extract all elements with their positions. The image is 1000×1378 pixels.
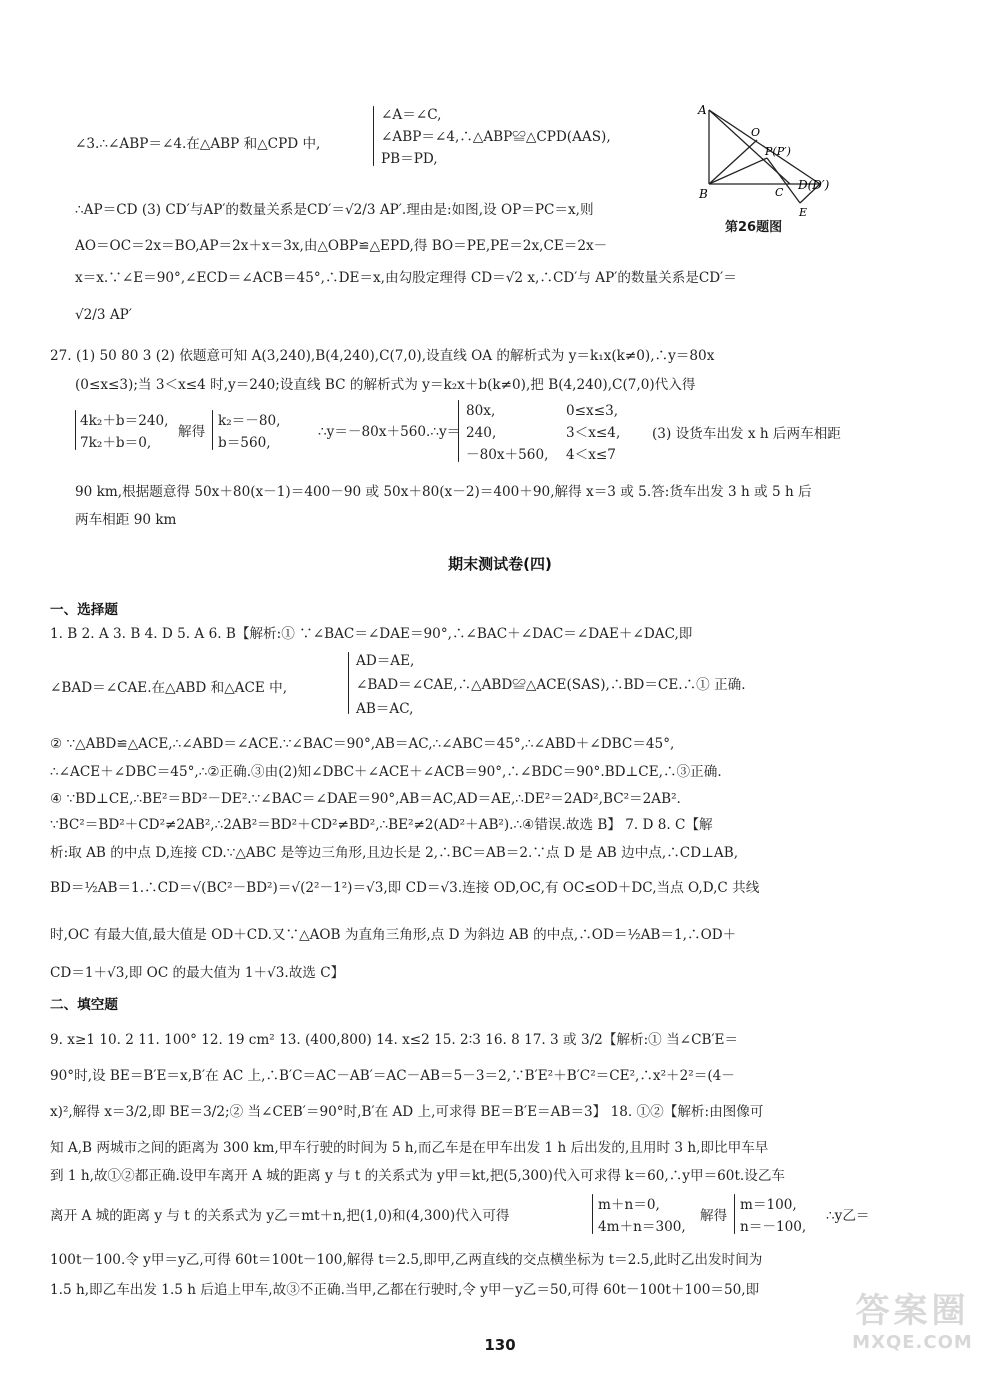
fig-label-d: D(D′) [798,178,830,192]
p27-line1: 27. (1) 50 80 3 (2) 依题意可知 A(3,240),B(4,240),C(7,0),设直线 OA 的解析式为 y＝k₁x(k≠0),∴y＝80x [50,348,715,364]
p27-sysb-row2: b＝560, [218,435,271,451]
p27-line4: 90 km,根据题意得 50x＋80(x－1)＝400－90 或 50x＋80(x－2)＝400＋90,解得 x＝3 或 5.答:货车出发 3 h 或 5 h 后 [75,484,812,500]
p27-brace-a [75,410,76,450]
mc-line4: ∴∠ACE＋∠DBC＝45°,∴②正确.③由(2)知∠DBC＋∠ACE＋∠ACB＝90°,∴∠BDC＝90°.BD⊥CE,∴③正确. [50,764,722,780]
p27-sysd-row3: 4＜x≤7 [566,447,616,463]
watermark-url: MXQE.COM [852,1332,973,1353]
p27-sysd-row1: 0≤x≤3, [566,403,619,419]
geometry-figure-26 [695,100,845,220]
fill-line8: 1.5 h,即乙车出发 1.5 h 后追上甲车,故③不正确.当甲,乙都在行驶时,令 y甲－y乙＝50,可得 60t－100t＋100＝50,即 [50,1282,760,1298]
fill-line1: 9. x≥1 10. 2 11. 100° 12. 19 cm² 13. (400,800) 14. x≤2 15. 2∶3 16. 8 17. 3 或 3/2【解析:① 当∠CB′E＝ [50,1032,739,1048]
mc-system-row2: ∠BAD＝∠CAE,∴△ABD≌△ACE(SAS),∴BD＝CE.∴① 正确. [356,677,746,693]
p27-sysd-row2: 3＜x≤4, [566,425,621,441]
fill-line6-pre: 离开 A 城的距离 y 与 t 的关系式为 y乙＝mt＋n,把(1,0)和(4,300)代入可得 [50,1208,510,1224]
p27-line5: 两车相距 90 km [75,512,177,528]
fill-tail: ∴y乙＝ [826,1208,870,1224]
p26-line4: x＝x.∵∠E＝90°,∠ECD＝∠ACB＝45°,∴DE＝x,由勾股定理得 CD＝√2 x,∴CD′与 AP′的数量关系是CD′＝ [75,270,737,286]
mc-line5: ④ ∵BD⊥CE,∴BE²＝BD²－DE².∵∠BAC＝∠DAE＝90°,AB＝AC,AD＝AE,∴DE²＝2AD²,BC²＝2AB². [50,791,681,807]
mc-system-row3: AB＝AC, [356,701,414,717]
fig-label-a: A [698,103,707,117]
watermark-logo [830,1290,995,1370]
p27-sysa-row1: 4k₂＋b＝240, [80,413,169,429]
fill-sysb-row1: m＝100, [740,1197,797,1213]
fig-label-e: E [799,206,808,219]
fill-brace-b [734,1194,735,1234]
exam-title: 期末测试卷(四) [448,555,552,573]
fill-line5: 到 1 h,故①②都正确.设甲车离开 A 城的距离 y 与 t 的关系式为 y甲＝kt,把(5,300)代入可求得 k＝60,∴y甲＝60t.设乙车 [50,1168,786,1184]
p27-sysa-row2: 7k₂＋b＝0, [80,435,152,451]
mc-line3: ② ∵△ABD≌△ACE,∴∠ABD＝∠ACE.∵∠BAC＝90°,AB＝AC,∴∠ABC＝45°,∴∠ABD＋∠DBC＝45°, [50,736,675,752]
p26-line2: ∴AP＝CD (3) CD′与AP′的数量关系是CD′＝√2/3 AP′.理由是:如图,设 OP＝PC＝x,则 [75,202,594,218]
fig-seg-bo [709,140,757,184]
p26-brace [373,106,374,166]
fig-seg-pe [767,158,800,203]
p27-brace-b [212,410,213,450]
p27-sysc-row2: 240, [466,425,497,441]
fill-brace-a [592,1194,593,1234]
mc-line10: CD＝1＋√3,即 OC 的最大值为 1＋√3.故选 C】 [50,965,345,981]
section-fill-in: 二、填空题 [50,997,118,1013]
fig-seg-bp [709,158,767,184]
fig-label-p: P(P′) [765,145,791,158]
p26-line3: AO＝OC＝2x＝BO,AP＝2x＋x＝3x,由△OBP≌△EPD,得 BO＝PE,PE＝2x,CE＝2x－ [75,238,608,254]
p27-tail: (3) 设货车出发 x h 后两车相距 [652,426,841,442]
p27-sysc-row3: －80x＋560, [466,447,549,463]
mc-brace [348,652,349,714]
mc-line7: 析:取 AB 的中点 D,连接 CD.∵△ABC 是等边三角形,且边长是 2,∴BC＝AB＝2.∵点 D 是 AB 边中点,∴CD⊥AB, [50,845,739,861]
p27-sysc-row1: 80x, [466,403,496,419]
fill-sysb-row2: n＝－100, [740,1219,807,1235]
p27-brace-c [458,400,459,462]
mc-line6: ∵BC²＝BD²＋CD²≠2AB²,∴2AB²＝BD²＋CD²≠BD²,∴BE²≠2(AD²＋AB²).∴④错误.故选 B】 7. D 8. C【解 [50,817,713,833]
page-number: 130 [484,1336,516,1354]
p26-line1-pre: ∠3.∴∠ABP＝∠4.在△ABP 和△CPD 中, [75,136,321,152]
fill-line4: 知 A,B 两城市之间的距离为 300 km,甲车行驶的时间为 5 h,而乙车是在甲车出发 1 h 后出发的,且用时 3 h,即比甲车早 [50,1140,769,1156]
section-multiple-choice: 一、选择题 [50,602,118,618]
figure-caption: 第26题图 [725,220,783,235]
mc-line8: BD＝½AB＝1.∴CD＝√(BC²－BD²)＝√(2²－1²)＝√3,即 CD＝√3.连接 OD,OC,有 OC≤OD＋DC,当点 O,D,C 共线 [50,880,760,896]
mc-line1: 1. B 2. A 3. B 4. D 5. A 6. B【解析:① ∵∠BAC＝∠DAE＝90°,∴∠BAC＋∠DAC＝∠DAE＋∠DAC,即 [50,626,693,642]
mc-system-row1: AD＝AE, [356,653,415,669]
fill-solved: 解得 [700,1208,728,1224]
watermark-text: 答案圈 [855,1291,970,1331]
mc-line9: 时,OC 有最大值,最大值是 OD＋CD.又∵△AOB 为直角三角形,点 D 为斜边 AB 的中点,∴OD＝½AB＝1,∴OD＋ [50,927,737,943]
fill-line2: 90°时,设 BE＝B′E＝x,B′在 AC 上,∴B′C＝AC－AB′＝AC－AB＝5－3＝2,∵B′E²＋B′C²＝CE²,∴x²＋2²＝(4－ [50,1068,735,1084]
p27-sysb-row1: k₂＝－80, [218,413,281,429]
fill-line7: 100t－100.令 y甲＝y乙,可得 60t＝100t－100,解得 t＝2.5,即甲,乙两直线的交点横坐标为 t＝2.5,此时乙出发时间为 [50,1252,763,1268]
p26-system-row1: ∠A＝∠C, [381,107,442,123]
p26-system-row3: PB＝PD, [381,151,438,167]
fill-sysa-row1: m＋n＝0, [598,1197,660,1213]
fill-line3: x)²,解得 x＝3/2,即 BE＝3/2;② 当∠CEB′＝90°时,B′在 AD 上,可求得 BE＝B′E＝AB＝3】 18. ①②【解析:由图像可 [50,1104,764,1120]
p26-system-row2: ∠ABP＝∠4,∴△ABP≌△CPD(AAS), [381,129,611,145]
p26-line5: √2/3 AP′ [75,307,132,323]
p27-line2: (0≤x≤3);当 3＜x≤4 时,y＝240;设直线 BC 的解析式为 y＝k₂x＋b(k≠0),把 B(4,240),C(7,0)代入得 [75,377,696,393]
fig-label-c: C [775,186,784,199]
fig-label-o: O [751,126,761,139]
fig-label-b: B [699,187,708,201]
p27-mid: ∴y＝－80x＋560.∴y＝ [318,424,461,440]
mc-line2-pre: ∠BAD＝∠CAE.在△ABD 和△ACE 中, [50,680,288,696]
fill-sysa-row2: 4m＋n＝300, [598,1219,686,1235]
p27-solved: 解得 [178,424,206,440]
